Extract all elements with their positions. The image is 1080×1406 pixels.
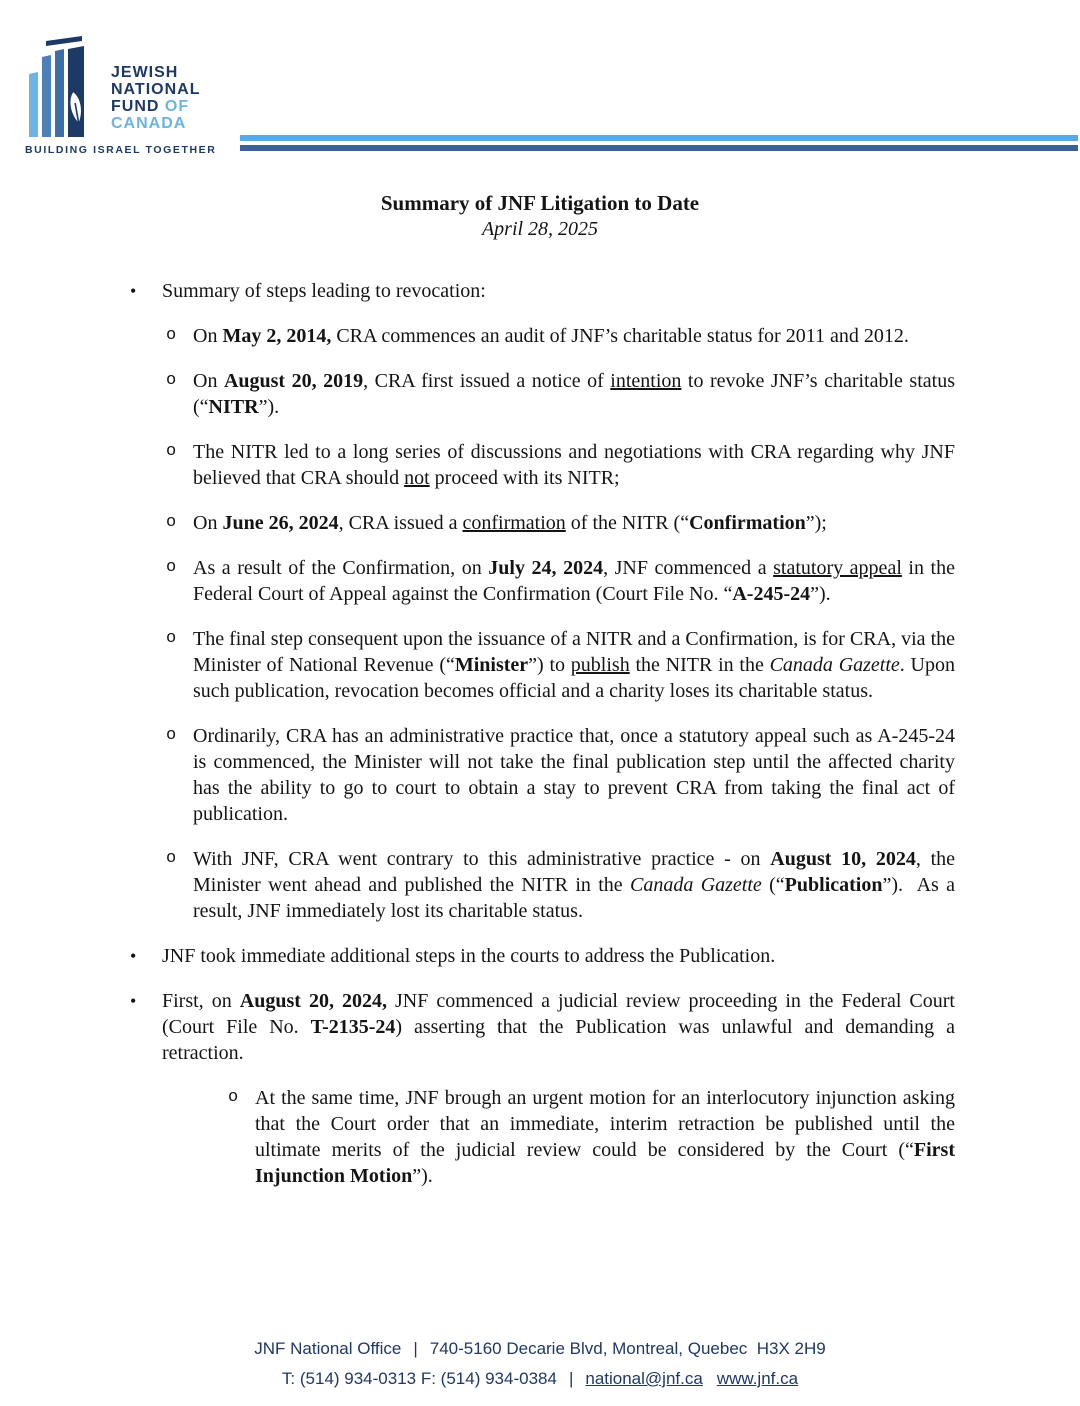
text-run: statutory appeal [773, 557, 902, 579]
paragraph-text [193, 725, 960, 825]
footer-office: JNF National Office [254, 1339, 402, 1358]
text-run: Minister [454, 654, 529, 676]
paragraph-text [193, 628, 960, 702]
email-link[interactable]: national@jnf.ca [585, 1369, 703, 1388]
logo-word-national: NATIONAL [111, 81, 201, 98]
paragraph-text [162, 280, 486, 302]
text-run: , JNF commenced a [603, 557, 774, 579]
text-run: intention [610, 370, 682, 392]
circle-bullet-icon: o [166, 629, 177, 648]
text-run: May 2, 2014, [222, 325, 332, 347]
footer-line-2 [0, 1364, 1080, 1394]
list-item [166, 323, 955, 349]
list-item [166, 510, 955, 536]
footer-separator: | [568, 1369, 574, 1388]
paragraph-text [162, 945, 775, 967]
bullet-icon: • [130, 991, 137, 1011]
text-run: , the Minister went ahead and published the NITR in the [193, 848, 961, 896]
text-run: ”); [805, 512, 827, 534]
list-item [166, 368, 960, 420]
text-run: August 10, 2024 [770, 848, 916, 870]
text-run: , CRA issued a [338, 512, 463, 534]
text-run: ”). As a result, JNF immediately lost its charitable status. [193, 874, 961, 922]
text-run: NITR [208, 396, 259, 418]
text-run: ”). [412, 1165, 433, 1187]
footer-line-1 [0, 1334, 1080, 1364]
list-item [166, 846, 961, 924]
text-run: of the NITR (“ [565, 512, 690, 534]
text-run: proceed with its NITR; [429, 467, 620, 489]
circle-bullet-icon: o [166, 558, 177, 577]
circle-bullet-icon: o [166, 726, 177, 745]
paragraph-text [162, 990, 960, 1064]
text-run: August 20, 2024, [239, 990, 387, 1012]
text-run: August 20, 2019 [223, 370, 364, 392]
list-item [166, 555, 960, 607]
document-body [0, 278, 1080, 1189]
bullet-icon: • [130, 281, 137, 301]
text-run: The final step consequent upon the issuance of a NITR and a Confirmation, is for CRA, via the Minister of National Revenue (“ [193, 628, 960, 676]
text-run: Summary of steps leading to revocation: [162, 280, 486, 302]
footer-phones: T: (514) 934-0313 F: (514) 934-0384 [281, 1369, 557, 1388]
list-item [228, 1085, 960, 1189]
text-run: publish [570, 654, 630, 676]
paragraph-text [193, 557, 960, 605]
text-run: Ordinarily, CRA has an administrative practice that, once a statutory appeal such as A-245-24 is commenced, the Minister will not take the final publication step until the affected charity has the ability to go to court to obtain a stay to prevent CRA from taking the final act of publication. [193, 725, 960, 825]
text-run: to revoke JNF’s charitable status (“ [193, 370, 960, 418]
text-run: (“ [761, 874, 785, 896]
text-run: July 24, 2024 [488, 557, 604, 579]
text-run: Canada Gazette [769, 654, 900, 676]
list-item [166, 723, 960, 827]
paragraph-text [193, 441, 960, 489]
text-run: The NITR led to a long series of discussions and negotiations with CRA regarding why JNF believed that CRA should [193, 441, 960, 489]
text-run: Publication [784, 874, 883, 896]
text-run: ”). [258, 396, 280, 418]
text-run: confirmation [462, 512, 566, 534]
paragraph-text [193, 512, 827, 534]
circle-bullet-icon: o [166, 442, 177, 461]
text-run: in the Federal Court of Appeal against the Confirmation (Court File No. “ [193, 557, 960, 605]
circle-bullet-icon: o [166, 849, 177, 868]
text-run: ) asserting that the Publication was unlawful and demanding a retraction. [162, 1016, 960, 1064]
footer-separator: | [413, 1339, 418, 1358]
paragraph-text [255, 1087, 960, 1187]
text-run: On [193, 325, 223, 347]
text-run: JNF took immediate additional steps in the courts to address the Publication. [162, 945, 776, 967]
text-run: the NITR in the [629, 654, 770, 676]
text-run: At the same time, JNF brough an urgent motion for an interlocutory injunction asking that the Court order that an immediate, interim retraction be published until the ultimate merits of the judicial review could be considered by the Court (“ [255, 1087, 960, 1161]
text-run: not [404, 467, 430, 489]
logo-word-fund-of: FUND OF [111, 98, 190, 115]
text-run: . Upon such publication, revocation becomes official and a charity loses its charitable status. [193, 654, 961, 702]
text-run: First Injunction Motion [255, 1139, 960, 1187]
list-item [130, 988, 960, 1066]
text-run: ”) to [528, 654, 571, 676]
text-run: JNF commenced a judicial review proceeding in the Federal Court (Court File No. [162, 990, 960, 1038]
footer-address: 740-5160 Decarie Blvd, Montreal, Quebec H3X 2H9 [429, 1339, 826, 1358]
circle-bullet-icon: o [166, 513, 177, 532]
text-run: On [193, 370, 224, 392]
list-item [166, 439, 960, 491]
text-run: A-245-24 [732, 583, 811, 605]
text-run: Canada Gazette [630, 874, 762, 896]
page-title: Summary of JNF Litigation to Date [380, 191, 700, 215]
text-run: CRA commences an audit of JNF’s charitable status for 2011 and 2012. [331, 325, 909, 347]
text-run: June 26, 2024 [222, 512, 339, 534]
text-run: T-2135-24 [310, 1016, 396, 1038]
paragraph-text [193, 848, 960, 922]
paragraph-text [193, 325, 909, 347]
circle-bullet-icon: o [228, 1088, 239, 1107]
document-footer [0, 1334, 1080, 1394]
list-item [130, 943, 955, 969]
text-run: First, on [162, 990, 240, 1012]
text-run: Confirmation [689, 512, 806, 534]
circle-bullet-icon: o [166, 371, 177, 390]
website-link[interactable]: www.jnf.ca [716, 1369, 799, 1388]
text-run: As a result of the Confirmation, on [193, 557, 489, 579]
logo-tagline: BUILDING ISRAEL TOGETHER [25, 144, 217, 156]
paragraph-text [193, 370, 960, 418]
logo-word-canada: CANADA [111, 115, 187, 132]
text-run: On [193, 512, 223, 534]
list-item [166, 626, 961, 704]
text-run: With JNF, CRA went contrary to this administrative practice - on [193, 848, 771, 870]
document-date: April 28, 2025 [481, 218, 599, 240]
bullet-icon: • [130, 946, 137, 966]
text-run: ”). [810, 583, 831, 605]
logo-word-jewish: JEWISH [111, 64, 179, 81]
list-item [130, 278, 955, 304]
text-run: , CRA first issued a notice of [363, 370, 611, 392]
circle-bullet-icon: o [166, 326, 177, 345]
